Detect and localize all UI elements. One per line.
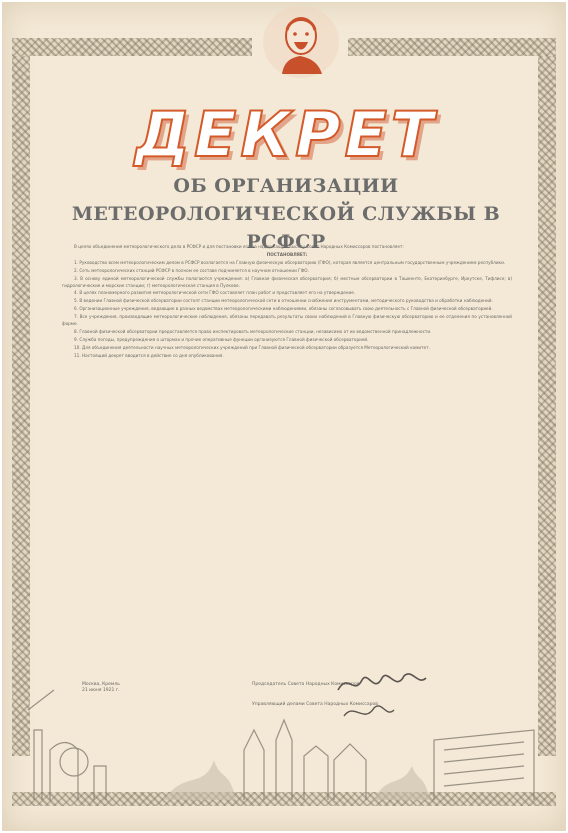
body-paragraph: 8. Главной физической обсерватории предоставляется право инспектировать метеорологические станции, независимо от их ведомственной принадлежности. [74,328,432,334]
body-paragraph: 4. В целях планомерного развития метеорологической сети ГФО составляет план работ и представляет его на утверждение. [74,290,356,296]
bottom-ornament-scene [14,670,558,810]
body-paragraph: 9. Служба погоды, предупреждения о штормах и прочие оперативные функции организуются Главной физической обсерваторией. [74,336,369,342]
body-paragraph: 5. В ведении Главной физической обсерватории состоят станции метеорологической сети в отношении снабжения инструментами, методического руководства и обработки наблюдений. [74,298,493,304]
chair-title: Председатель Совета Народных Комиссаров [252,682,360,687]
body-paragraph: 6. Организационные учреждения, ведающие в разных ведомствах метеорологическими наблюдениями, обязаны согласовывать свою деятельность с Главной физической обсерваторией. [74,306,493,312]
lenin-portrait-icon [260,4,342,82]
body-paragraph: 7. Все учреждения, производящие метеорологические наблюдения, обязаны передавать результаты своих наблюдений в Главную физическую обсерваторию и ее отделения по установленной форме. [62,314,512,327]
decree-body [62,244,512,361]
decree-title: ДЕКРЕТ [134,98,438,171]
manager-title: Управляющий делами Совета Народных Комиссаров [252,702,378,707]
body-paragraph: 10. Для объединения деятельности научных метеорологических учреждений при Главной физической обсерватории образуется Метеорологический комитет. [74,344,430,350]
body-paragraph: ПОСТАНОВЛЯЕТ: [266,251,308,257]
place-label: Москва, Кремль [82,682,120,687]
decree-sheet [2,2,566,831]
body-paragraph: В целях объединения метеорологического дела в РСФСР и для постановки его на надлежащую высоту Совет Народных Комиссаров постановляет: [74,244,404,249]
ornament-border-top-right [348,38,556,56]
body-paragraph: 1. Руководство всем метеорологическим делом в РСФСР возлагается на Главную физическую обсерваторию (ГФО), которая является центральным государственным учреждением республики. [74,259,506,265]
ornament-border-top-left [12,38,252,56]
body-paragraph: 2. Сеть метеорологических станций РСФСР в полном ее составе подчиняется в научном отношении ГФО. [74,267,309,273]
body-paragraph: 11. Настоящий декрет вводится в действие со дня опубликования. [74,352,224,358]
decree-subtitle: ОБ ОРГАНИЗАЦИИ МЕТЕОРОЛОГИЧЕСКОЙ СЛУЖБЫ В РСФСР [71,175,501,253]
date-label: 21 июня 1921 г. [82,688,120,693]
body-paragraph: 3. В основу единой метеорологической службы полагаются учреждения: а) Главная физическая обсерватория; б) местные обсерватории в Ташкенте, Екатеринбурге, Иркутске, Тифлисе; в) гидрологические и морские станции; г) метеорологическая станция в Пулкове. [62,275,512,288]
